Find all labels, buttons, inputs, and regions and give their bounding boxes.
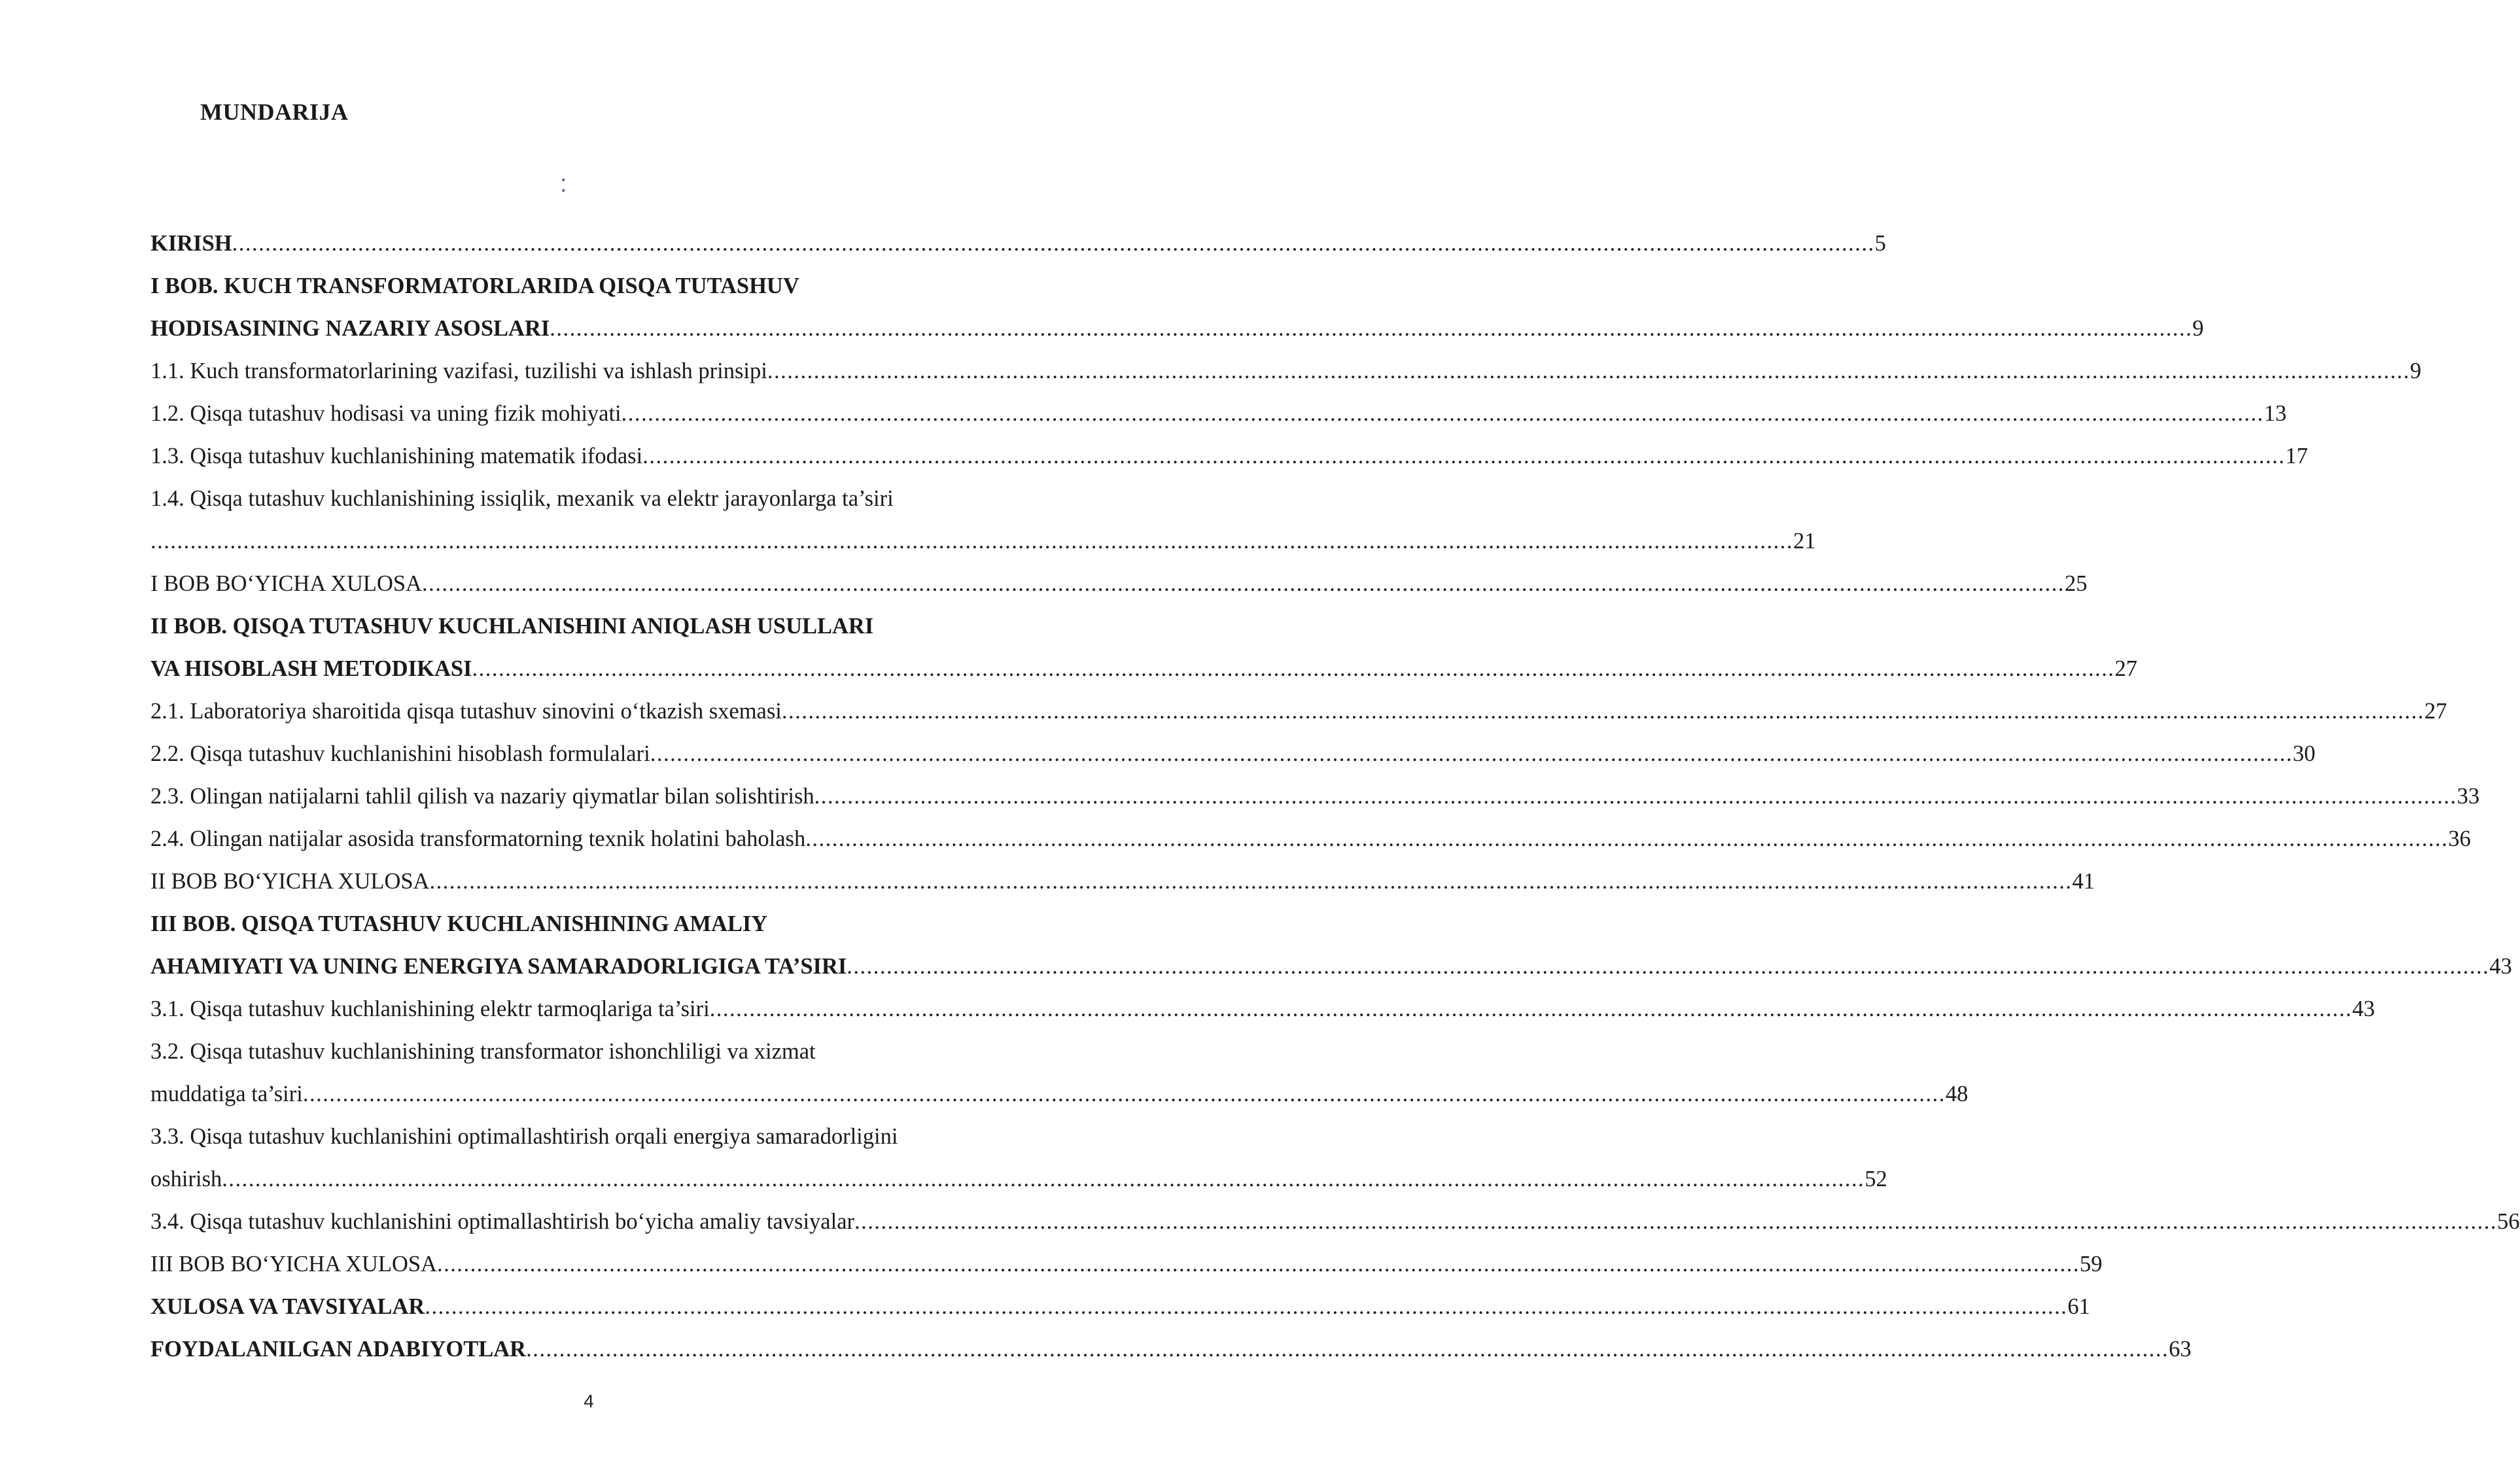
toc-leader-dots: ........................................................................................................................................................................................................................................................: [222, 1167, 1865, 1191]
toc-entry-title: I BOB BO‘YICHA XULOSA: [150, 571, 422, 596]
toc-entry: [150, 733, 2316, 775]
toc-entry: [150, 860, 2095, 903]
toc-entry-title: FOYDALANILGAN ADABIYOTLAR: [150, 1337, 527, 1362]
toc-entry: [150, 1286, 2090, 1328]
toc-entry-title: 3.2. Qisqa tutashuv kuchlanishining transformator ishonchliligi va xizmat: [150, 1039, 816, 1064]
toc-entry: [150, 988, 2375, 1031]
toc-entry-page: 52: [1864, 1167, 1887, 1191]
toc-entry-page: 61: [2067, 1294, 2090, 1319]
toc-entry: [150, 350, 2422, 393]
toc-entry: [150, 520, 1816, 563]
toc-entry-title: 3.3. Qisqa tutashuv kuchlanishini optimallashtirish orqali energiya samaradorligini: [150, 1124, 898, 1149]
toc-entry: [150, 308, 2204, 350]
toc-entry: [150, 435, 2308, 478]
toc-leader-dots: ........................................................................................................................................................................................................................................................: [642, 444, 2286, 468]
page-title: MUNDARIJA: [200, 99, 349, 125]
toc-entry-title: AHAMIYATI VA UNING ENERGIYA SAMARADORLIGIGA TA’SIRI: [150, 954, 847, 979]
toc-leader-dots: ........................................................................................................................................................................................................................................................: [709, 996, 2353, 1021]
toc-entry: [150, 903, 975, 945]
toc-entry: [150, 775, 2480, 818]
toc-entry: [150, 1328, 2192, 1371]
toc-entry-page: 41: [2072, 869, 2095, 894]
toc-entry-page: 33: [2457, 784, 2480, 809]
toc-entry-title: HODISASINING NAZARIY ASOSLARI: [150, 316, 550, 341]
toc-entry-title: 2.4. Olingan natijalar asosida transformatorning texnik holatini baholash: [150, 826, 806, 851]
toc-entry: [150, 1073, 1969, 1116]
toc-leader-dots: ........................................................................................................................................................................................................................................................: [814, 784, 2457, 809]
toc-entry-title: I BOB. KUCH TRANSFORMATORLARIDA QISQA TUTASHUV: [150, 273, 799, 298]
toc-entry: [150, 478, 975, 520]
toc-entry-title: XULOSA VA TAVSIYALAR: [150, 1294, 425, 1319]
toc-entry-page: 27: [2114, 656, 2137, 681]
toc-leader-dots: ........................................................................................................................................................................................................................................................: [232, 231, 1875, 256]
toc-entry-page: 17: [2285, 444, 2308, 468]
toc-entry-title: III BOB BO‘YICHA XULOSA: [150, 1252, 437, 1277]
toc-entry-page: 59: [2079, 1252, 2103, 1277]
toc-entry-title: VA HISOBLASH METODIKASI: [150, 656, 472, 681]
toc-entry-title: 2.3. Olingan natijalarni tahlil qilish va nazariy qiymatlar bilan solishtirish: [150, 784, 814, 809]
toc-entry: [150, 1243, 2103, 1286]
toc-entry: [150, 265, 975, 308]
toc-leader-dots: ........................................................................................................................................................................................................................................................: [650, 741, 2293, 766]
toc-leader-dots: ........................................................................................................................................................................................................................................................: [621, 401, 2264, 426]
toc-entry: [150, 818, 2471, 860]
toc-leader-dots: ........................................................................................................................................................................................................................................................: [425, 1294, 2068, 1319]
toc-entry-page: 36: [2448, 826, 2471, 851]
toc-entry-title: II BOB BO‘YICHA XULOSA: [150, 869, 430, 894]
toc-entry-title: 1.2. Qisqa tutashuv hodisasi va uning fizik mohiyati: [150, 401, 621, 426]
toc-entry-page: 21: [1793, 529, 1816, 554]
toc-entry-title: 1.3. Qisqa tutashuv kuchlanishining matematik ifodasi: [150, 444, 643, 468]
toc-leader-dots: ........................................................................................................................................................................................................................................................: [302, 1082, 1946, 1106]
toc-entry: [150, 945, 2512, 988]
toc-entry-title: 1.4. Qisqa tutashuv kuchlanishining issiqlik, mexanik va elektr jarayonlarga ta’siri: [150, 486, 894, 511]
toc-entry-title: 3.4. Qisqa tutashuv kuchlanishini optimallashtirish bo‘yicha amaliy tavsiyalar: [150, 1209, 855, 1234]
toc-entry: [150, 393, 2287, 435]
toc-entry-title: muddatiga ta’siri: [150, 1082, 303, 1106]
toc-entry-page: 9: [2192, 316, 2204, 341]
page-number: 4: [584, 1391, 594, 1411]
toc-entry-page: 5: [1874, 231, 1886, 256]
toc-entry-page: 30: [2292, 741, 2316, 766]
toc-leader-dots: ........................................................................................................................................................................................................................................................: [767, 359, 2410, 383]
toc-entry-title: 3.1. Qisqa tutashuv kuchlanishining elektr tarmoqlariga ta’siri: [150, 996, 710, 1021]
toc-leader-dots: ........................................................................................................................................................................................................................................................: [429, 869, 2073, 894]
toc-entry-page: 43: [2489, 954, 2512, 979]
toc-entry: [150, 648, 2137, 690]
toc-leader-dots: ........................................................................................................................................................................................................................................................: [472, 656, 2115, 681]
toc-leader-dots: ........................................................................................................................................................................................................................................................: [805, 826, 2449, 851]
toc-leader-dots: ........................................................................................................................................................................................................................................................: [421, 571, 2065, 596]
toc-entry-title: KIRISH: [150, 231, 232, 256]
toc-entry-page: 13: [2264, 401, 2287, 426]
toc-entry: [150, 690, 2447, 733]
toc-entry-page: 56: [2497, 1209, 2520, 1234]
toc-entry-page: 48: [1945, 1082, 1969, 1106]
toc-leader-dots: ........................................................................................................................................................................................................................................................: [150, 529, 1793, 554]
table-of-contents: [150, 222, 2520, 1371]
toc-entry-page: 9: [2409, 359, 2422, 383]
toc-entry: [150, 1201, 2520, 1243]
toc-leader-dots: ........................................................................................................................................................................................................................................................: [550, 316, 2193, 341]
toc-leader-dots: ........................................................................................................................................................................................................................................................: [854, 1209, 2498, 1234]
toc-entry: [150, 1158, 1887, 1201]
colon-mark: :: [560, 170, 567, 198]
toc-entry-page: 25: [2064, 571, 2088, 596]
toc-leader-dots: ........................................................................................................................................................................................................................................................: [781, 699, 2424, 724]
toc-entry-title: 2.1. Laboratoriya sharoitida qisqa tutashuv sinovini o‘tkazish sxemasi: [150, 699, 782, 724]
toc-entry-title: oshirish: [150, 1167, 222, 1191]
toc-entry-title: 1.1. Kuch transformatorlarining vazifasi, tuzilishi va ishlash prinsipi: [150, 359, 767, 383]
toc-leader-dots: ........................................................................................................................................................................................................................................................: [526, 1337, 2169, 1362]
toc-entry: [150, 222, 1886, 265]
toc-entry-page: 63: [2169, 1337, 2192, 1362]
toc-entry: [150, 605, 975, 648]
toc-entry: [150, 1031, 975, 1073]
toc-entry-title: II BOB. QISQA TUTASHUV KUCHLANISHINI ANIQLASH USULLARI: [150, 614, 874, 639]
toc-entry: [150, 563, 2088, 605]
toc-entry-title: 2.2. Qisqa tutashuv kuchlanishini hisoblash formulalari: [150, 741, 650, 766]
toc-entry-title: III BOB. QISQA TUTASHUV KUCHLANISHINING AMALIY: [150, 911, 768, 936]
toc-entry-page: 43: [2352, 996, 2375, 1021]
toc-leader-dots: ........................................................................................................................................................................................................................................................: [847, 954, 2490, 979]
toc-entry-page: 27: [2424, 699, 2447, 724]
toc-entry: [150, 1116, 975, 1158]
toc-leader-dots: ........................................................................................................................................................................................................................................................: [436, 1252, 2080, 1277]
